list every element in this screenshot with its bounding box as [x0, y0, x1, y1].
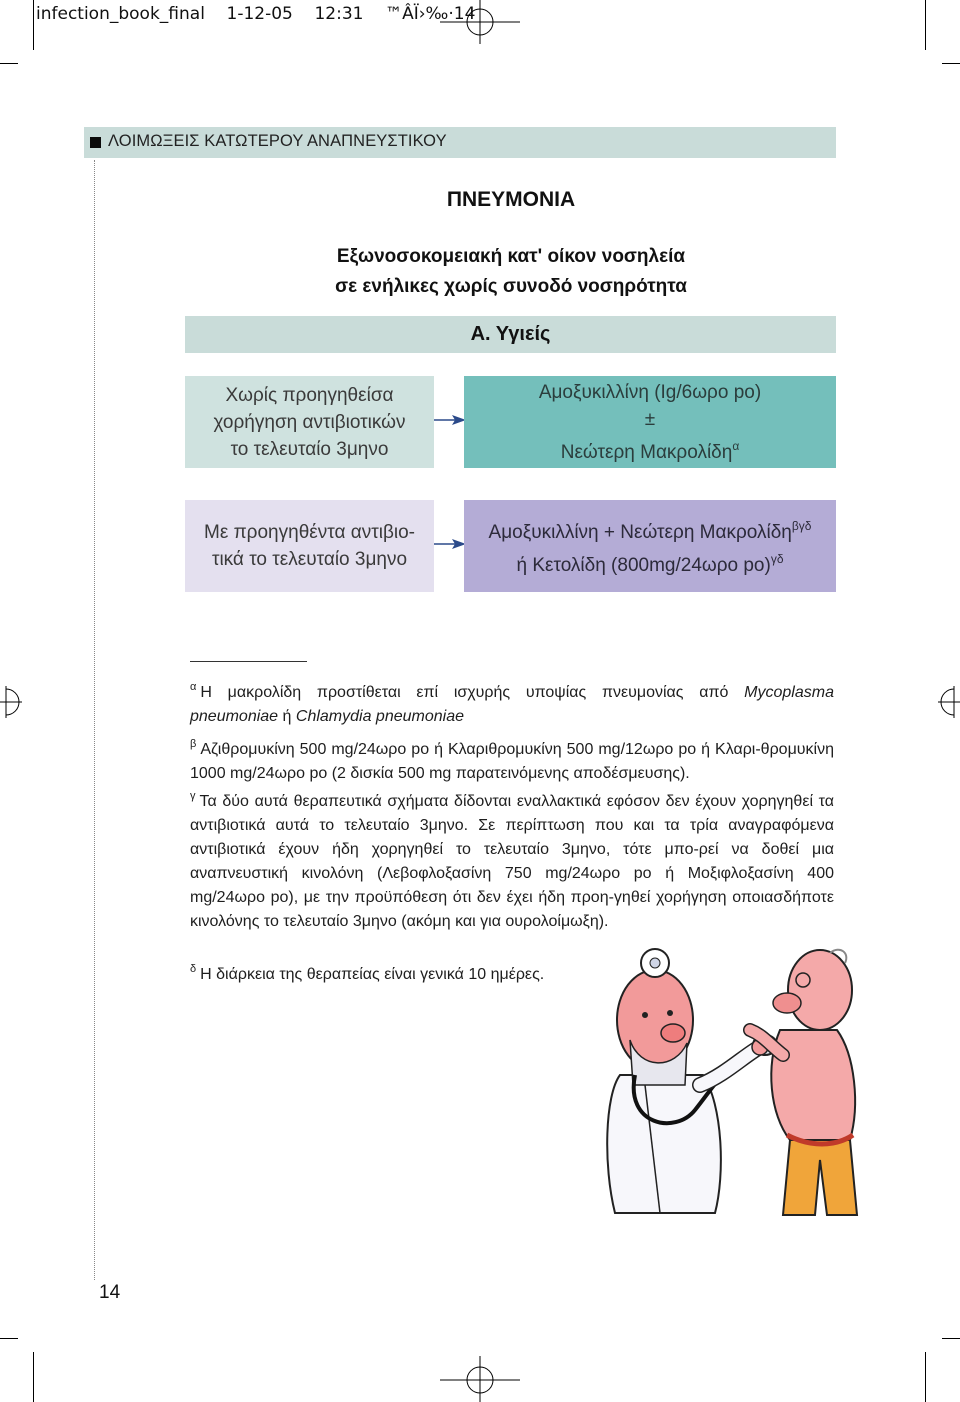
printer-slug: infection_book_final 1-12-05 12:31 ™ÂÏ›‰·14: [36, 4, 476, 24]
footnote-ref: βγδ: [791, 519, 812, 533]
bullet-square-icon: [90, 137, 101, 148]
footnote-mark: α: [190, 681, 197, 693]
footnote-mark: δ: [190, 963, 197, 975]
footnote-delta: $^\delta$ Η διάρκεια της θεραπείας είναι γενικά 10 ημέρες.: [190, 963, 545, 983]
section-header-text: ΛΟΙΜΩΞΕΙΣ ΚΑΤΩΤΕΡΟΥ ΑΝΑΠΝΕΥΣΤΙΚΟΥ: [108, 132, 447, 150]
subtitle-line-1: Εξωνοσοκομειακή κατ' οίκον νοσηλεία: [336, 246, 686, 267]
doctor-eye: [642, 1012, 648, 1018]
doctor-nose: [661, 1024, 685, 1042]
footnote-gamma: $^\gamma$ Τα δύο αυτά θεραπευτικά σχήματα δίδονται εναλλακτικά εφόσον δεν έχουν χορηγηθεί τα αντιβιοτικά αυτά το τελευταίο 3μηνο. Σε περίπτωση που και τα τρία αναγραφόμενα αντιβιοτικά έχουν ήδη χορηγηθεί το τελευταίο 3μηνο, τότε μπο-ρεί να δοθεί μια αναπνευστική κινολόνη (Λεβοφλοξασίνη 750 mg/24ωρο po ή Μοξιφλοξασίνη 400 mg/24ωρο po), με την προϋπόθεση ότι δεν έχει ήδη προη-γηθεί χορήγηση οποιασδήποτε κινολόνης το τελευταίο 3μηνο (ακόμη και για ουρολοίμωξη).: [190, 790, 834, 930]
footnote-beta: $^\beta$ Αζιθρομυκίνη 500 mg/24ωρο po ή Κλαριθρομυκίνη 500 mg/12ωρο po ή Κλαρι-θρομυκίνη 1000 mg/24ωρο po (2 δισκία 500 mg παρατεινόμενης αποδέσμευσης).: [190, 738, 834, 782]
patient-nose: [773, 993, 801, 1013]
footnote-alpha: $^\alpha$ Η μακρολίδη προστίθεται επί ισχυρής υποψίας πνευμονίας από Mycoplasma pneumoniae ή Chlamydia pneumoniae: [190, 681, 834, 725]
subtitle-line-2: σε ενήλικες χωρίς συνοδό νοσηρότητα: [335, 276, 687, 297]
footnote-rule: [190, 661, 307, 662]
registration-mark-bottom: [440, 1356, 520, 1402]
drug-dose: (Ig/6ωρο po): [654, 381, 762, 403]
group-header-healthy: Α. Υγιείς: [185, 316, 836, 353]
treatment-box-2: [464, 500, 836, 592]
footnote-ref: α: [732, 438, 740, 453]
section-header-bar: [84, 127, 836, 158]
drug-name: ή Κετολίδη: [516, 555, 606, 576]
drug-combination: Αμοξυκιλλίνη + Νεώτερη Μακρολίδη: [488, 522, 792, 543]
arrow-right-icon: [434, 534, 466, 554]
condition-line: Με προηγηθέντα αντιβιο-: [204, 522, 415, 543]
condition-box-prior-antibiotics: [185, 500, 434, 592]
page-title: ΠΝΕΥΜΟΝΙΑ: [446, 188, 576, 211]
footnote-mark: β: [190, 738, 197, 750]
drug-name: Νεώτερη Μακρολίδη: [560, 441, 733, 463]
patient-trousers: [783, 1140, 857, 1215]
registration-mark-right: [938, 680, 960, 724]
dotted-margin-line: [94, 160, 95, 1280]
patient-torso: [771, 1030, 855, 1140]
registration-mark-top: [440, 0, 520, 44]
footnote-mark: γ: [190, 790, 196, 802]
page-number: 14: [99, 1282, 121, 1303]
arrow-right-icon: [434, 410, 466, 430]
patient-head: [788, 950, 852, 1030]
footnote-ref: γδ: [770, 552, 784, 566]
condition-line: το τελευταίο 3μηνο: [230, 438, 389, 460]
condition-line: χορήγηση αντιβιοτικών: [213, 411, 406, 433]
doctor-patient-illustration: [575, 935, 875, 1220]
registration-mark-left: [0, 680, 22, 724]
treatment-box-1: [464, 376, 836, 468]
condition-line: Χωρίς προηγηθείσα: [225, 384, 394, 406]
plus-minus-symbol: ±: [644, 408, 656, 430]
condition-box-no-prior-antibiotics: [185, 376, 434, 468]
doctor-eye: [667, 1010, 673, 1016]
drug-dose: (800mg/24ωρο po): [611, 555, 771, 576]
drug-name: Αμοξυκιλλίνη: [538, 381, 649, 403]
condition-line: τικά το τελευταίο 3μηνο: [211, 549, 408, 570]
